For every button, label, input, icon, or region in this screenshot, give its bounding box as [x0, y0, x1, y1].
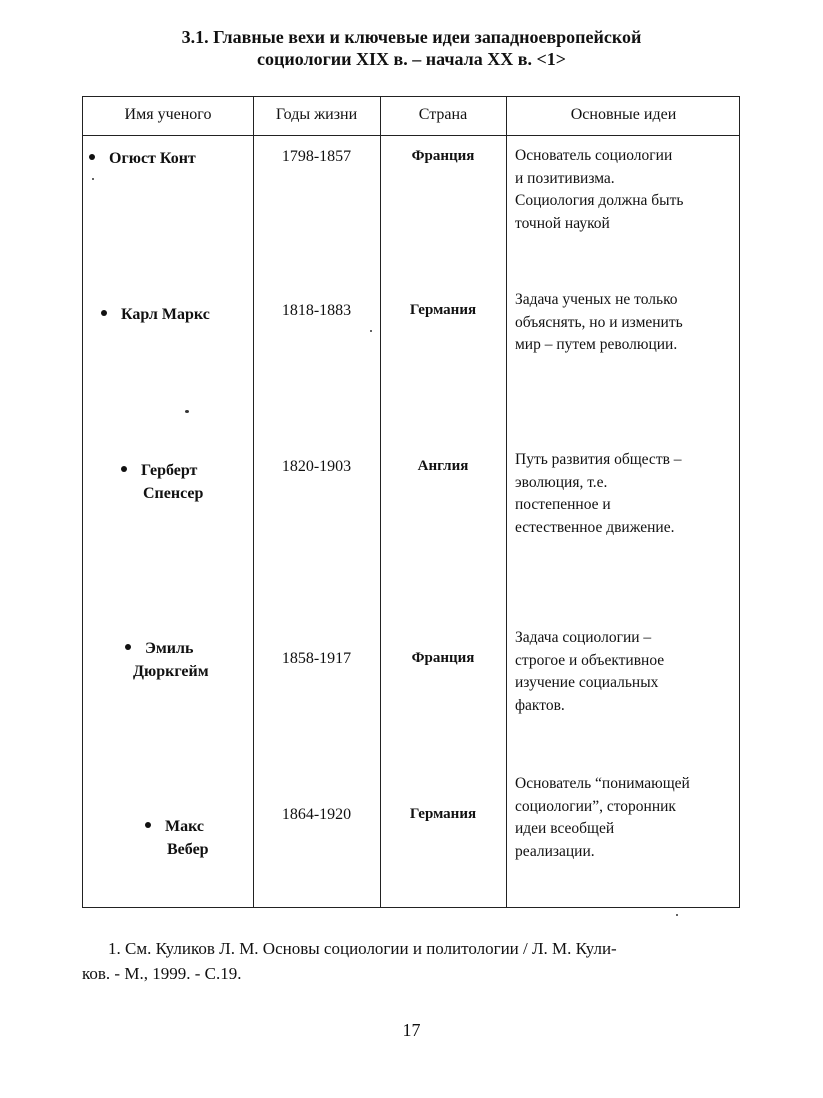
header-name: Имя ученого: [124, 106, 212, 123]
header-years: Годы жизни: [275, 106, 358, 123]
title-line-2: социологии XIX в. – начала XX в. <1>: [256, 49, 567, 69]
header-ideas: Основные идеи: [570, 106, 677, 123]
table-row-comte-name: Огюст Конт: [89, 147, 196, 170]
header-divider: [83, 135, 739, 136]
footnote-line-2: ков. - М., 1999. - С.19.: [82, 964, 242, 983]
table-row-durkheim-years: 1858-1917: [281, 650, 352, 667]
table-row-durkheim-name: Эмиль Дюркгейм: [125, 637, 209, 683]
bullet-icon: [125, 644, 131, 650]
table-row-spencer-ideas: Путь развития обществ – эволюция, т.е. постепенное и естественное движение.: [515, 451, 682, 536]
bullet-icon: [101, 310, 107, 316]
table-row-durkheim-country: Франция: [411, 650, 475, 666]
table-row-marx-years: 1818-1883: [281, 302, 352, 319]
table-row-spencer-name: Герберт Спенсер: [121, 459, 203, 505]
column-divider: [380, 97, 381, 907]
footnote-line-1: 1. См. Куликов Л. М. Основы социологии и политологии / Л. М. Кули-: [108, 939, 617, 958]
table-row-spencer-country: Англия: [417, 458, 469, 474]
table-row-marx-name: Карл Маркс: [101, 303, 210, 326]
table-row-weber-ideas: Основатель “понимающей социологии”, сторонник идеи всеобщей реализации.: [515, 775, 690, 860]
table-row-comte-country: Франция: [411, 148, 475, 164]
table-row-weber-years: 1864-1920: [281, 806, 352, 823]
table-row-weber-name: Макс Вебер: [145, 815, 209, 861]
page-number: 17: [402, 1020, 421, 1040]
column-divider: [506, 97, 507, 907]
title-line-1: 3.1. Главные вехи и ключевые идеи западноевропейской: [181, 27, 642, 47]
table-row-comte-ideas: Основатель социологии и позитивизма. Социология должна быть точной наукой: [515, 147, 684, 232]
table-row-durkheim-ideas: Задача социологии – строгое и объективное изучение социальных фактов.: [515, 629, 665, 714]
bullet-icon: [145, 822, 151, 828]
scientists-table: [82, 96, 740, 908]
scan-speck: [370, 330, 372, 332]
table-row-comte-years: 1798-1857: [281, 148, 352, 165]
footnote: [82, 936, 742, 986]
column-divider: [253, 97, 254, 907]
bullet-icon: [89, 154, 95, 160]
table-row-weber-country: Германия: [409, 806, 477, 822]
section-title: [0, 26, 823, 70]
scan-speck: [185, 410, 189, 413]
scan-speck: [92, 178, 94, 180]
bullet-icon: [121, 466, 127, 472]
header-country: Страна: [418, 106, 468, 123]
table-row-spencer-years: 1820-1903: [281, 458, 352, 475]
table-row-marx-country: Германия: [409, 302, 477, 318]
scan-speck: [676, 914, 678, 916]
table-row-marx-ideas: Задача ученых не только объяснять, но и изменить мир – путем революции.: [515, 291, 683, 353]
